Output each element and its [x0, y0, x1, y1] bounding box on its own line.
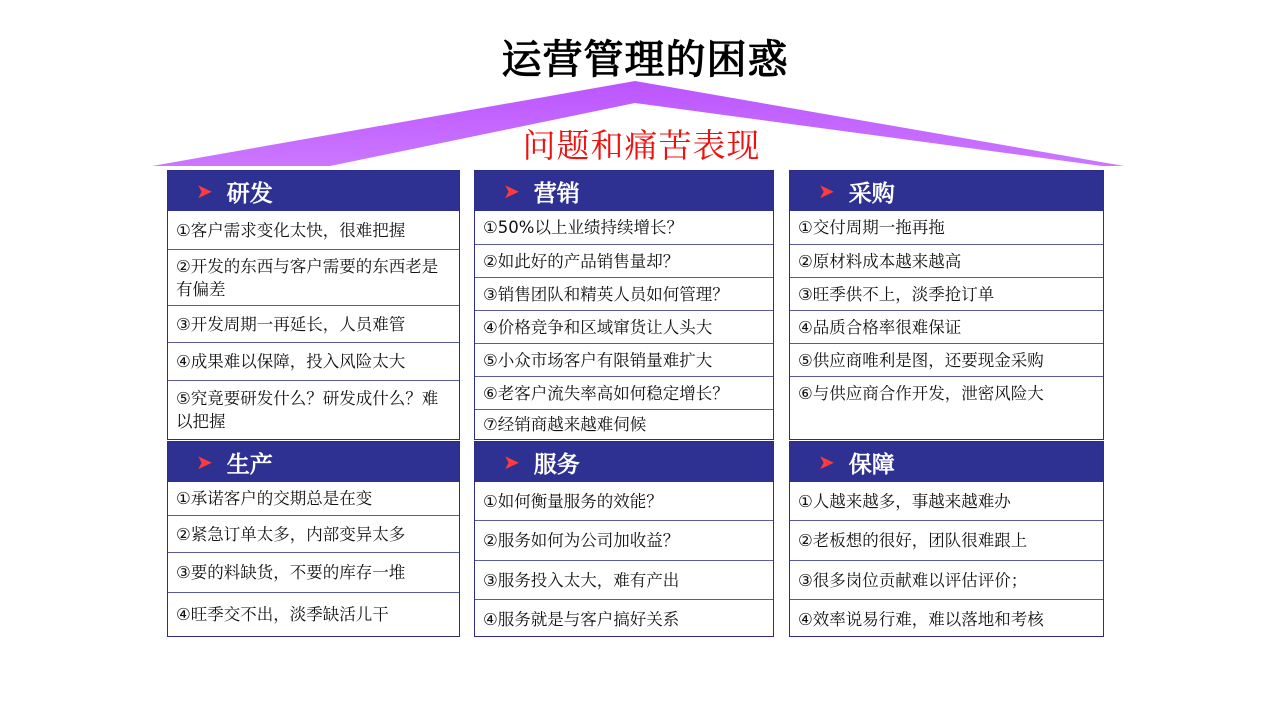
list-item: ③旺季供不上，淡季抢订单	[790, 277, 1103, 310]
list-item: ④服务就是与客户搞好关系	[475, 599, 773, 638]
list-item: ③销售团队和精英人员如何管理？	[475, 277, 773, 310]
card-title: 服务	[533, 451, 580, 478]
card-header	[168, 171, 459, 211]
card-procurement	[789, 170, 1104, 440]
card-marketing	[474, 170, 774, 440]
list-item: ④价格竞争和区域窜货让人头大	[475, 310, 773, 343]
card-service	[474, 441, 774, 637]
card-title: 研发	[226, 180, 273, 207]
card-header	[790, 171, 1103, 211]
arrow-icon: ➤	[503, 450, 520, 474]
card-title: 生产	[226, 451, 273, 478]
list-item: ③开发周期一再延长，人员难管	[168, 305, 459, 342]
arrow-icon: ➤	[818, 450, 835, 474]
list-item: ⑤小众市场客户有限销量难扩大	[475, 343, 773, 376]
list-item: ④效率说易行难，难以落地和考核	[790, 599, 1103, 638]
list-item: ①客户需求变化太快，很难把握	[176, 220, 406, 240]
arrow-icon: ➤	[196, 179, 213, 203]
arrow-icon: ➤	[196, 450, 213, 474]
card-title: 营销	[533, 180, 580, 207]
list-item: ④成果难以保障，投入风险太大	[168, 342, 459, 380]
list-item: ③要的料缺货，不要的库存一堆	[168, 552, 459, 592]
card-rnd	[167, 170, 460, 440]
list-item: ⑦经销商越来越难伺候	[475, 409, 773, 439]
page-subtitle: 问题和痛苦表现	[522, 126, 761, 165]
list-item: ②开发的东西与客户需要的东西老是有偏差	[168, 249, 459, 305]
list-item: ①交付周期一拖再拖	[798, 218, 945, 237]
list-item: ①承诺客户的交期总是在变	[176, 489, 373, 508]
list-item: ②如此好的产品销售量却？	[475, 244, 773, 277]
list-item: ⑤究竟要研发什么？研发成什么？难以把握	[168, 380, 459, 439]
card-support	[789, 441, 1104, 637]
card-header	[475, 171, 773, 211]
list-item: ②老板想的很好，团队很难跟上	[790, 520, 1103, 560]
list-item: ④旺季交不出，淡季缺活儿干	[168, 592, 459, 636]
card-header	[168, 442, 459, 482]
card-title: 采购	[848, 180, 895, 207]
arrow-icon: ➤	[503, 179, 520, 203]
card-production	[167, 441, 460, 637]
card-header	[475, 442, 773, 482]
page-title: 运营管理的困惑	[501, 37, 789, 83]
list-item: ①如何衡量服务的效能？	[483, 491, 663, 511]
list-item: ②服务如何为公司加收益？	[475, 520, 773, 560]
card-header	[790, 442, 1103, 482]
list-item: ③服务投入太大，难有产出	[475, 560, 773, 599]
list-item: ⑥老客户流失率高如何稳定增长？	[475, 376, 773, 409]
list-item: ②紧急订单太多，内部变异太多	[168, 515, 459, 552]
card-title: 保障	[848, 451, 895, 478]
list-item: ①人越来越多，事越来越难办	[798, 491, 1011, 511]
list-item: ⑥与供应商合作开发，泄密风险大	[790, 376, 1103, 409]
list-item: ⑤供应商唯利是图，还要现金采购	[790, 343, 1103, 376]
list-item: ④品质合格率很难保证	[790, 310, 1103, 343]
list-item: ③很多岗位贡献难以评估评价；	[790, 560, 1103, 599]
arrow-icon: ➤	[818, 179, 835, 203]
list-item: ①50%以上业绩持续增长？	[483, 218, 683, 237]
list-item: ②原材料成本越来越高	[790, 244, 1103, 277]
